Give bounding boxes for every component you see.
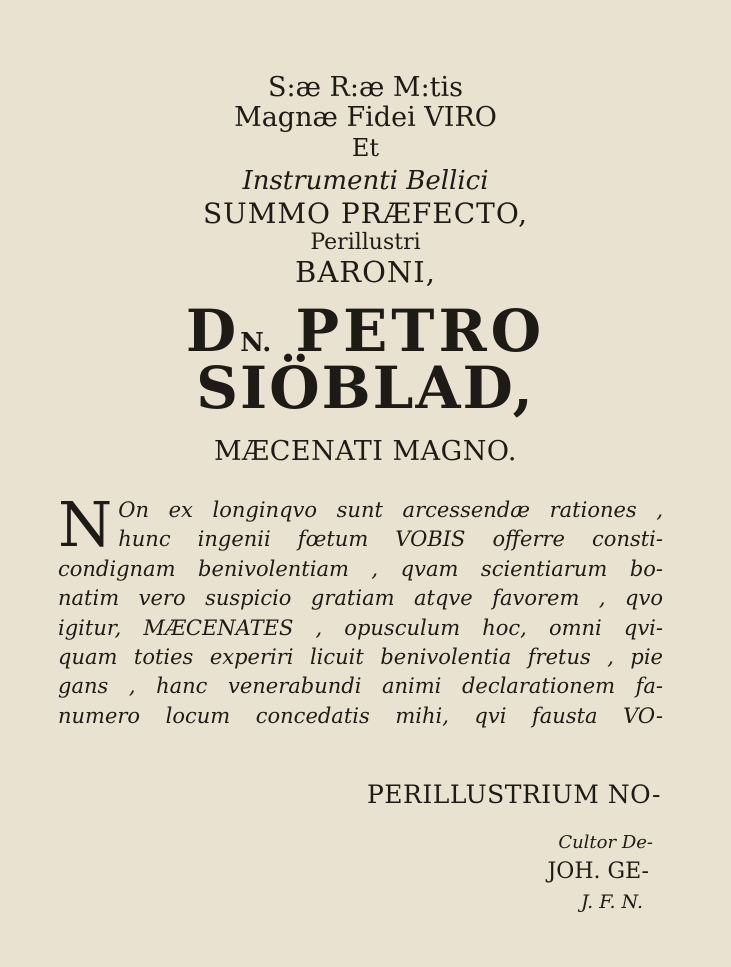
closing-line-2: Cultor De- (558, 832, 653, 853)
dedication-line-2: Magnæ Fidei VIRO (234, 102, 497, 133)
body-row: gans , hanc venerabundi animi declarationem fa- (58, 674, 663, 699)
dedication-line-6: Perillustri (310, 230, 421, 255)
first-name: PETRO (295, 297, 546, 365)
closing-line-1: PERILLUSTRIUM NO- (366, 780, 661, 809)
body-row: natim vero suspicio gratiam atqve favorem , qvo (58, 586, 663, 611)
dedication-line-5: SUMMO PRÆFECTO, (202, 197, 529, 230)
body-row: igitur, MÆCENATES , opusculum hoc, omni qvi- (58, 615, 663, 640)
dedication-line-1: S:æ R:æ M:tis (267, 72, 464, 103)
name-prefix: D (185, 297, 241, 365)
body-row: condignam benivolentiam , qvam scientiarum bo- (58, 556, 663, 581)
closing-line-3: JOH. GE- (547, 859, 649, 884)
body-row: numero locum concedatis mihi, qvi fausta VO- (58, 703, 663, 728)
dedication-line-10: MÆCENATI MAGNO. (214, 436, 517, 467)
dedication-body (58, 488, 663, 731)
name-prefix-small: N. (240, 328, 272, 358)
body-row: On ex longinqvo sunt arcessendæ rationes , (118, 498, 663, 522)
drop-initial: N (58, 488, 113, 561)
dedicatee-last-name: SIÖBLAD, (196, 354, 535, 422)
dedication-line-7: BARONI, (295, 255, 436, 289)
body-row: hunc ingenii fœtum VOBIS offerre consti- (118, 527, 663, 552)
closing-line-4: J. F. N. (581, 891, 643, 913)
dedication-line-3: Et (351, 134, 380, 162)
dedication-line-4: Instrumenti Bellici (242, 166, 489, 196)
body-row: quam toties experiri licuit benivolentia fretus , pie (58, 645, 663, 670)
